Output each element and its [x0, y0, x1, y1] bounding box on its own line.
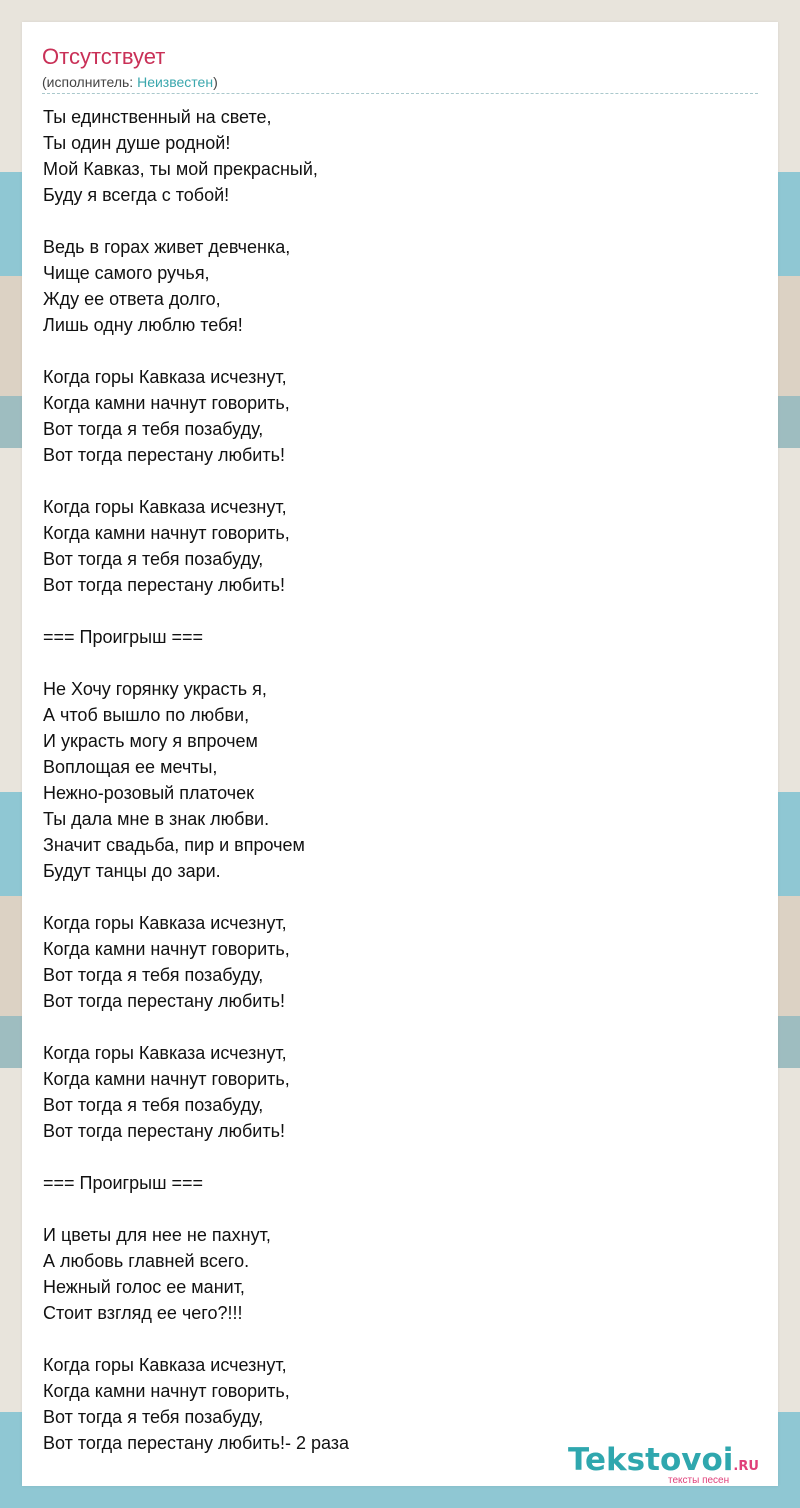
lyrics-card — [22, 22, 778, 1486]
lyric-blank-line — [43, 1014, 743, 1040]
lyric-line: Ведь в горах живет девченка, — [43, 237, 291, 257]
lyric-line: Когда горы Кавказа исчезнут, — [43, 1043, 287, 1063]
lyric-line: И украсть могу я впрочем — [43, 731, 258, 751]
artist-link[interactable]: Неизвестен — [137, 74, 214, 90]
lyric-line: Нежно-розовый платочек — [43, 783, 255, 803]
lyric-line: Когда камни начнут говорить, — [43, 1069, 290, 1089]
lyric-line: Когда камни начнут говорить, — [43, 523, 290, 543]
lyric-line: Когда горы Кавказа исчезнут, — [43, 1355, 287, 1375]
lyric-blank-line — [43, 884, 743, 910]
lyric-line: Когда горы Кавказа исчезнут, — [43, 913, 287, 933]
lyric-line: Вот тогда перестану любить!- 2 раза — [43, 1433, 350, 1453]
lyric-line: Вот тогда перестану любить! — [43, 1121, 285, 1141]
artist-line — [42, 73, 218, 91]
lyric-line: Вот тогда перестану любить! — [43, 991, 285, 1011]
lyric-blank-line — [43, 468, 743, 494]
lyric-line: Ты дала мне в знак любви. — [43, 809, 270, 829]
logo-tld: .RU — [733, 1459, 759, 1474]
lyric-line: Вот тогда я тебя позабуду, — [43, 419, 264, 439]
song-title: Отсутствует — [42, 44, 166, 69]
lyric-line: Не Хочу горянку украсть я, — [43, 679, 267, 699]
lyric-line: Вот тогда перестану любить! — [43, 445, 285, 465]
lyric-line: Когда горы Кавказа исчезнут, — [43, 367, 287, 387]
lyric-line: А любовь главней всего. — [43, 1251, 250, 1271]
lyric-line: Вот тогда я тебя позабуду, — [43, 549, 264, 569]
lyric-line: Значит свадьба, пир и впрочем — [43, 835, 305, 855]
lyric-line: Когда камни начнут говорить, — [43, 939, 290, 959]
lyric-line: === Проигрыш === — [43, 1173, 204, 1193]
artist-prefix: (исполнитель: — [42, 74, 138, 90]
lyric-line: Вот тогда я тебя позабуду, — [43, 1407, 264, 1427]
logo-subtitle: тексты песен — [668, 1475, 730, 1486]
lyric-line: Ты единственный на свете, — [43, 107, 272, 127]
lyric-blank-line — [43, 650, 743, 676]
lyric-line: Буду я всегда с тобой! — [43, 185, 230, 205]
lyric-line: Вот тогда я тебя позабуду, — [43, 1095, 264, 1115]
lyric-line: Будут танцы до зари. — [43, 861, 221, 881]
lyrics-text — [43, 104, 743, 1456]
lyric-blank-line — [43, 1144, 743, 1170]
lyric-line: Нежный голос ее манит, — [43, 1277, 245, 1297]
lyric-line: Лишь одну люблю тебя! — [43, 315, 243, 335]
lyric-blank-line — [43, 1326, 743, 1352]
lyric-line: Чище самого ручья, — [43, 263, 210, 283]
logo-main-text: Tekstovoi — [568, 1442, 734, 1478]
lyric-line: Когда камни начнут говорить, — [43, 1381, 290, 1401]
lyric-line: Вот тогда перестану любить! — [43, 575, 285, 595]
lyric-line: А чтоб вышло по любви, — [43, 705, 250, 725]
title-divider — [42, 93, 758, 94]
lyric-line: Воплощая ее мечты, — [43, 757, 218, 777]
logo-wordmark — [568, 1442, 759, 1485]
lyric-blank-line — [43, 1196, 743, 1222]
lyric-line: Когда горы Кавказа исчезнут, — [43, 497, 287, 517]
lyric-line: Мой Кавказ, ты мой прекрасный, — [43, 159, 318, 179]
lyric-line: Вот тогда я тебя позабуду, — [43, 965, 264, 985]
artist-suffix: ) — [213, 74, 218, 90]
lyric-line: Жду ее ответа долго, — [43, 289, 221, 309]
lyric-line: === Проигрыш === — [43, 627, 204, 647]
lyric-line: И цветы для нее не пахнут, — [43, 1225, 271, 1245]
lyric-blank-line — [43, 208, 743, 234]
lyric-blank-line — [43, 338, 743, 364]
lyric-blank-line — [43, 598, 743, 624]
lyric-line: Стоит взгляд ее чего?!!! — [43, 1303, 243, 1323]
lyric-line: Когда камни начнут говорить, — [43, 393, 290, 413]
tekstovoi-logo[interactable] — [568, 1442, 778, 1488]
lyric-line: Ты один душе родной! — [43, 133, 231, 153]
